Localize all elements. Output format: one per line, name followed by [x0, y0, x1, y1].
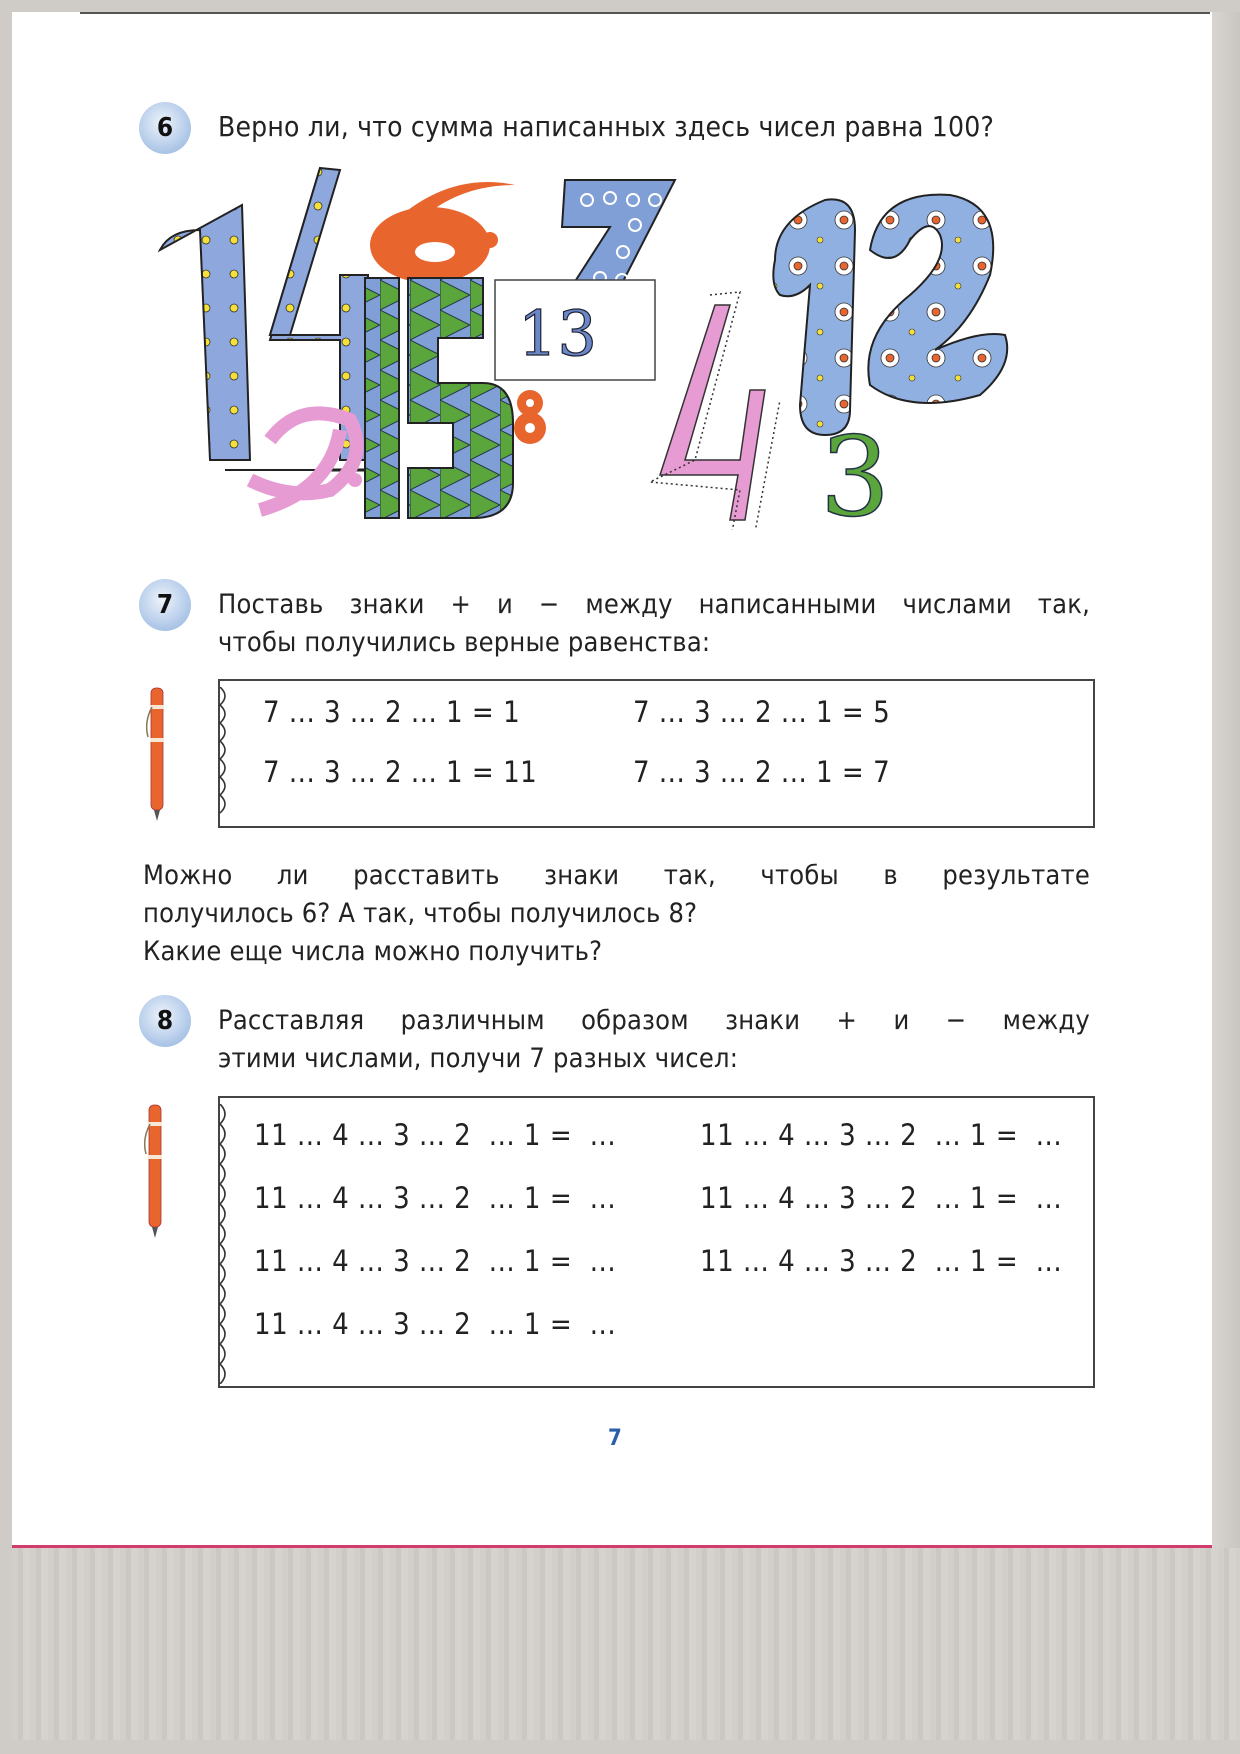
- equation-field[interactable]: 11 ... 4 ... 3 ... 2 ... 1 = ...: [254, 1181, 617, 1215]
- art-number-3: [820, 413, 890, 530]
- task-8-question-line1: Расставляя различным образом знаки + и − между: [218, 1005, 1090, 1036]
- art-number-12: [773, 195, 1007, 435]
- svg-text:3: 3: [820, 413, 890, 530]
- pen-icon: [141, 1100, 171, 1240]
- art-number-4: [650, 292, 780, 530]
- art-number-15: [365, 278, 513, 518]
- task-7-followup-line1: Можно ли расставить знаки так, чтобы в результате: [143, 860, 1090, 891]
- art-number-13: [495, 280, 655, 380]
- task-6-question: Верно ли, что сумма написанных здесь чисел равна 100?: [218, 110, 995, 143]
- art-number-6: [370, 182, 515, 283]
- equation-field[interactable]: 11 ... 4 ... 3 ... 2 ... 1 = ...: [254, 1307, 617, 1341]
- equation-field[interactable]: 11 ... 4 ... 3 ... 2 ... 1 = ...: [700, 1181, 1063, 1215]
- pen-icon: [143, 683, 173, 823]
- equation-field[interactable]: 11 ... 4 ... 3 ... 2 ... 1 = ...: [700, 1244, 1063, 1278]
- task-7-question-line2: чтобы получились верные равенства:: [218, 627, 711, 658]
- task-number-badge: 8: [139, 995, 191, 1047]
- scan-background: [12, 1548, 1240, 1740]
- art-number-8: [514, 390, 546, 444]
- task-number-badge: 7: [139, 579, 191, 631]
- torn-edge: [218, 687, 232, 817]
- equation-field[interactable]: 7 ... 3 ... 2 ... 1 = 7: [633, 755, 891, 789]
- equation-field[interactable]: 7 ... 3 ... 2 ... 1 = 5: [633, 695, 891, 729]
- equation-field[interactable]: 11 ... 4 ... 3 ... 2 ... 1 = ...: [700, 1118, 1063, 1152]
- torn-edge: [218, 1104, 232, 1384]
- equation-field[interactable]: 7 ... 3 ... 2 ... 1 = 11: [263, 755, 538, 789]
- page-number: 7: [608, 1426, 622, 1451]
- equation-field[interactable]: 11 ... 4 ... 3 ... 2 ... 1 = ...: [254, 1244, 617, 1278]
- equation-field[interactable]: 11 ... 4 ... 3 ... 2 ... 1 = ...: [254, 1118, 617, 1152]
- task-8-question-line2: этими числами, получи 7 разных чисел:: [218, 1043, 739, 1074]
- scan-edge-right: [1212, 12, 1240, 1548]
- scan-edge-top: [80, 12, 1210, 14]
- task-7-followup-line2: получилось 6? А так, чтобы получилось 8?: [143, 898, 698, 929]
- equation-field[interactable]: 7 ... 3 ... 2 ... 1 = 1: [263, 695, 521, 729]
- task-number-badge: 6: [139, 102, 191, 154]
- number-illustration: [140, 160, 1080, 530]
- task-7-question-line1: Поставь знаки + и − между написанными числами так,: [218, 589, 1090, 620]
- svg-text:13: 13: [518, 297, 597, 370]
- task-7-followup-line3: Какие еще числа можно получить?: [143, 936, 603, 967]
